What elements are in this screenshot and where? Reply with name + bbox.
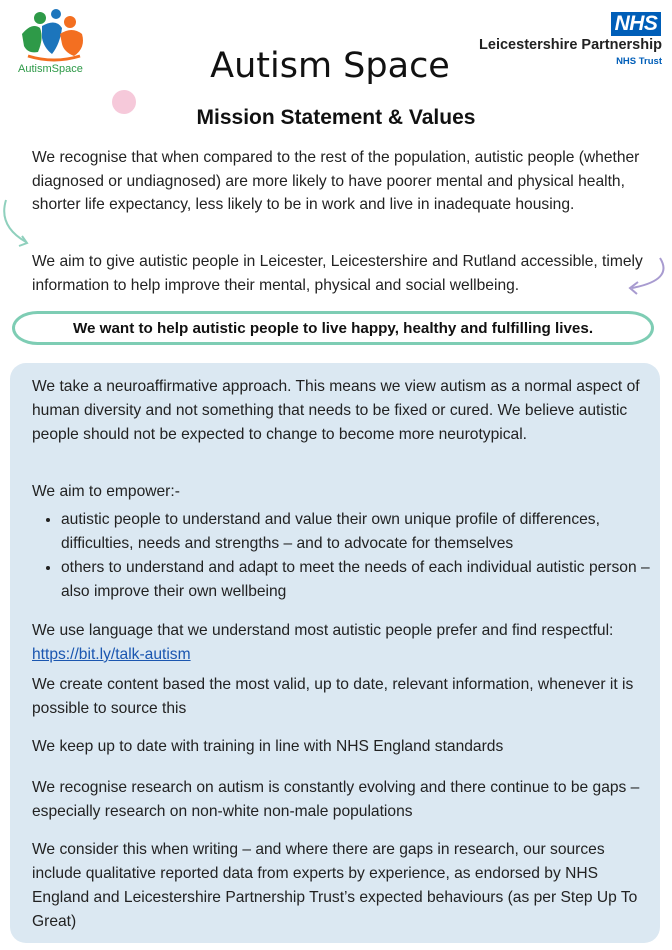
research-paragraph: We recognise research on autism is constantly evolving and there continue to be gaps – especially research on non-white non-male populations <box>32 779 640 820</box>
page-subtitle: Mission Statement & Values <box>196 106 476 129</box>
content-paragraph: We create content based the most valid, up to date, relevant information, whenever it is possible to source this <box>32 676 634 717</box>
empower-section <box>32 480 652 604</box>
neuroaffirmative-paragraph: We take a neuroaffirmative approach. This means we view autism as a normal aspect of human diversity and not something that needs to be fixed or cured. We believe autistic people should not be expected to change to become more neurotypical. <box>32 378 640 443</box>
trust-subtitle: NHS Trust <box>616 56 662 67</box>
page-title: Autism Space <box>210 46 450 86</box>
intro-paragraph-1: We recognise that when compared to the rest of the population, autistic people (whether diagnosed or undiagnosed) are more likely to have poorer mental and physical health, shorter life expectancy, less likely to be in work and live in inadequate housing. <box>32 149 640 213</box>
highlight-statement <box>12 311 654 345</box>
curved-arrow-right-icon <box>622 254 670 300</box>
writing-paragraph: We consider this when writing – and where there are gaps in research, our sources include qualitative reported data from experts by experience, as endorsed by NHS England and Leicestershire Partnership Trust’s expected behaviours (as per Step Up To Great) <box>32 841 638 930</box>
curved-arrow-left-icon <box>0 196 34 256</box>
trust-name: Leicestershire Partnership <box>479 37 662 53</box>
empower-list <box>32 508 652 604</box>
highlight-text: We want to help autistic people to live happy, healthy and fulfilling lives. <box>72 319 594 337</box>
training-paragraph: We keep up to date with training in line with NHS England standards <box>32 738 504 755</box>
intro-paragraph-2: We aim to give autistic people in Leicester, Leicestershire and Rutland accessible, timely information to help improve their mental, physical and social wellbeing. <box>32 253 643 294</box>
talk-autism-link[interactable]: https://bit.ly/talk-autism <box>32 646 191 663</box>
language-paragraph: We use language that we understand most autistic people prefer and find respectful: https://bit.ly/talk-autism <box>32 622 614 663</box>
nhs-badge: NHS <box>611 12 661 36</box>
list-item: • autistic people to understand and value their own unique profile of differences, difficulties, needs and strengths – and to advocate for themselves <box>61 508 652 556</box>
logo-caption: AutismSpace <box>18 63 83 75</box>
empower-intro: We aim to empower:- <box>32 483 180 500</box>
list-item: • others to understand and adapt to meet the needs of each individual autistic person – also improve their own wellbeing <box>61 556 652 604</box>
